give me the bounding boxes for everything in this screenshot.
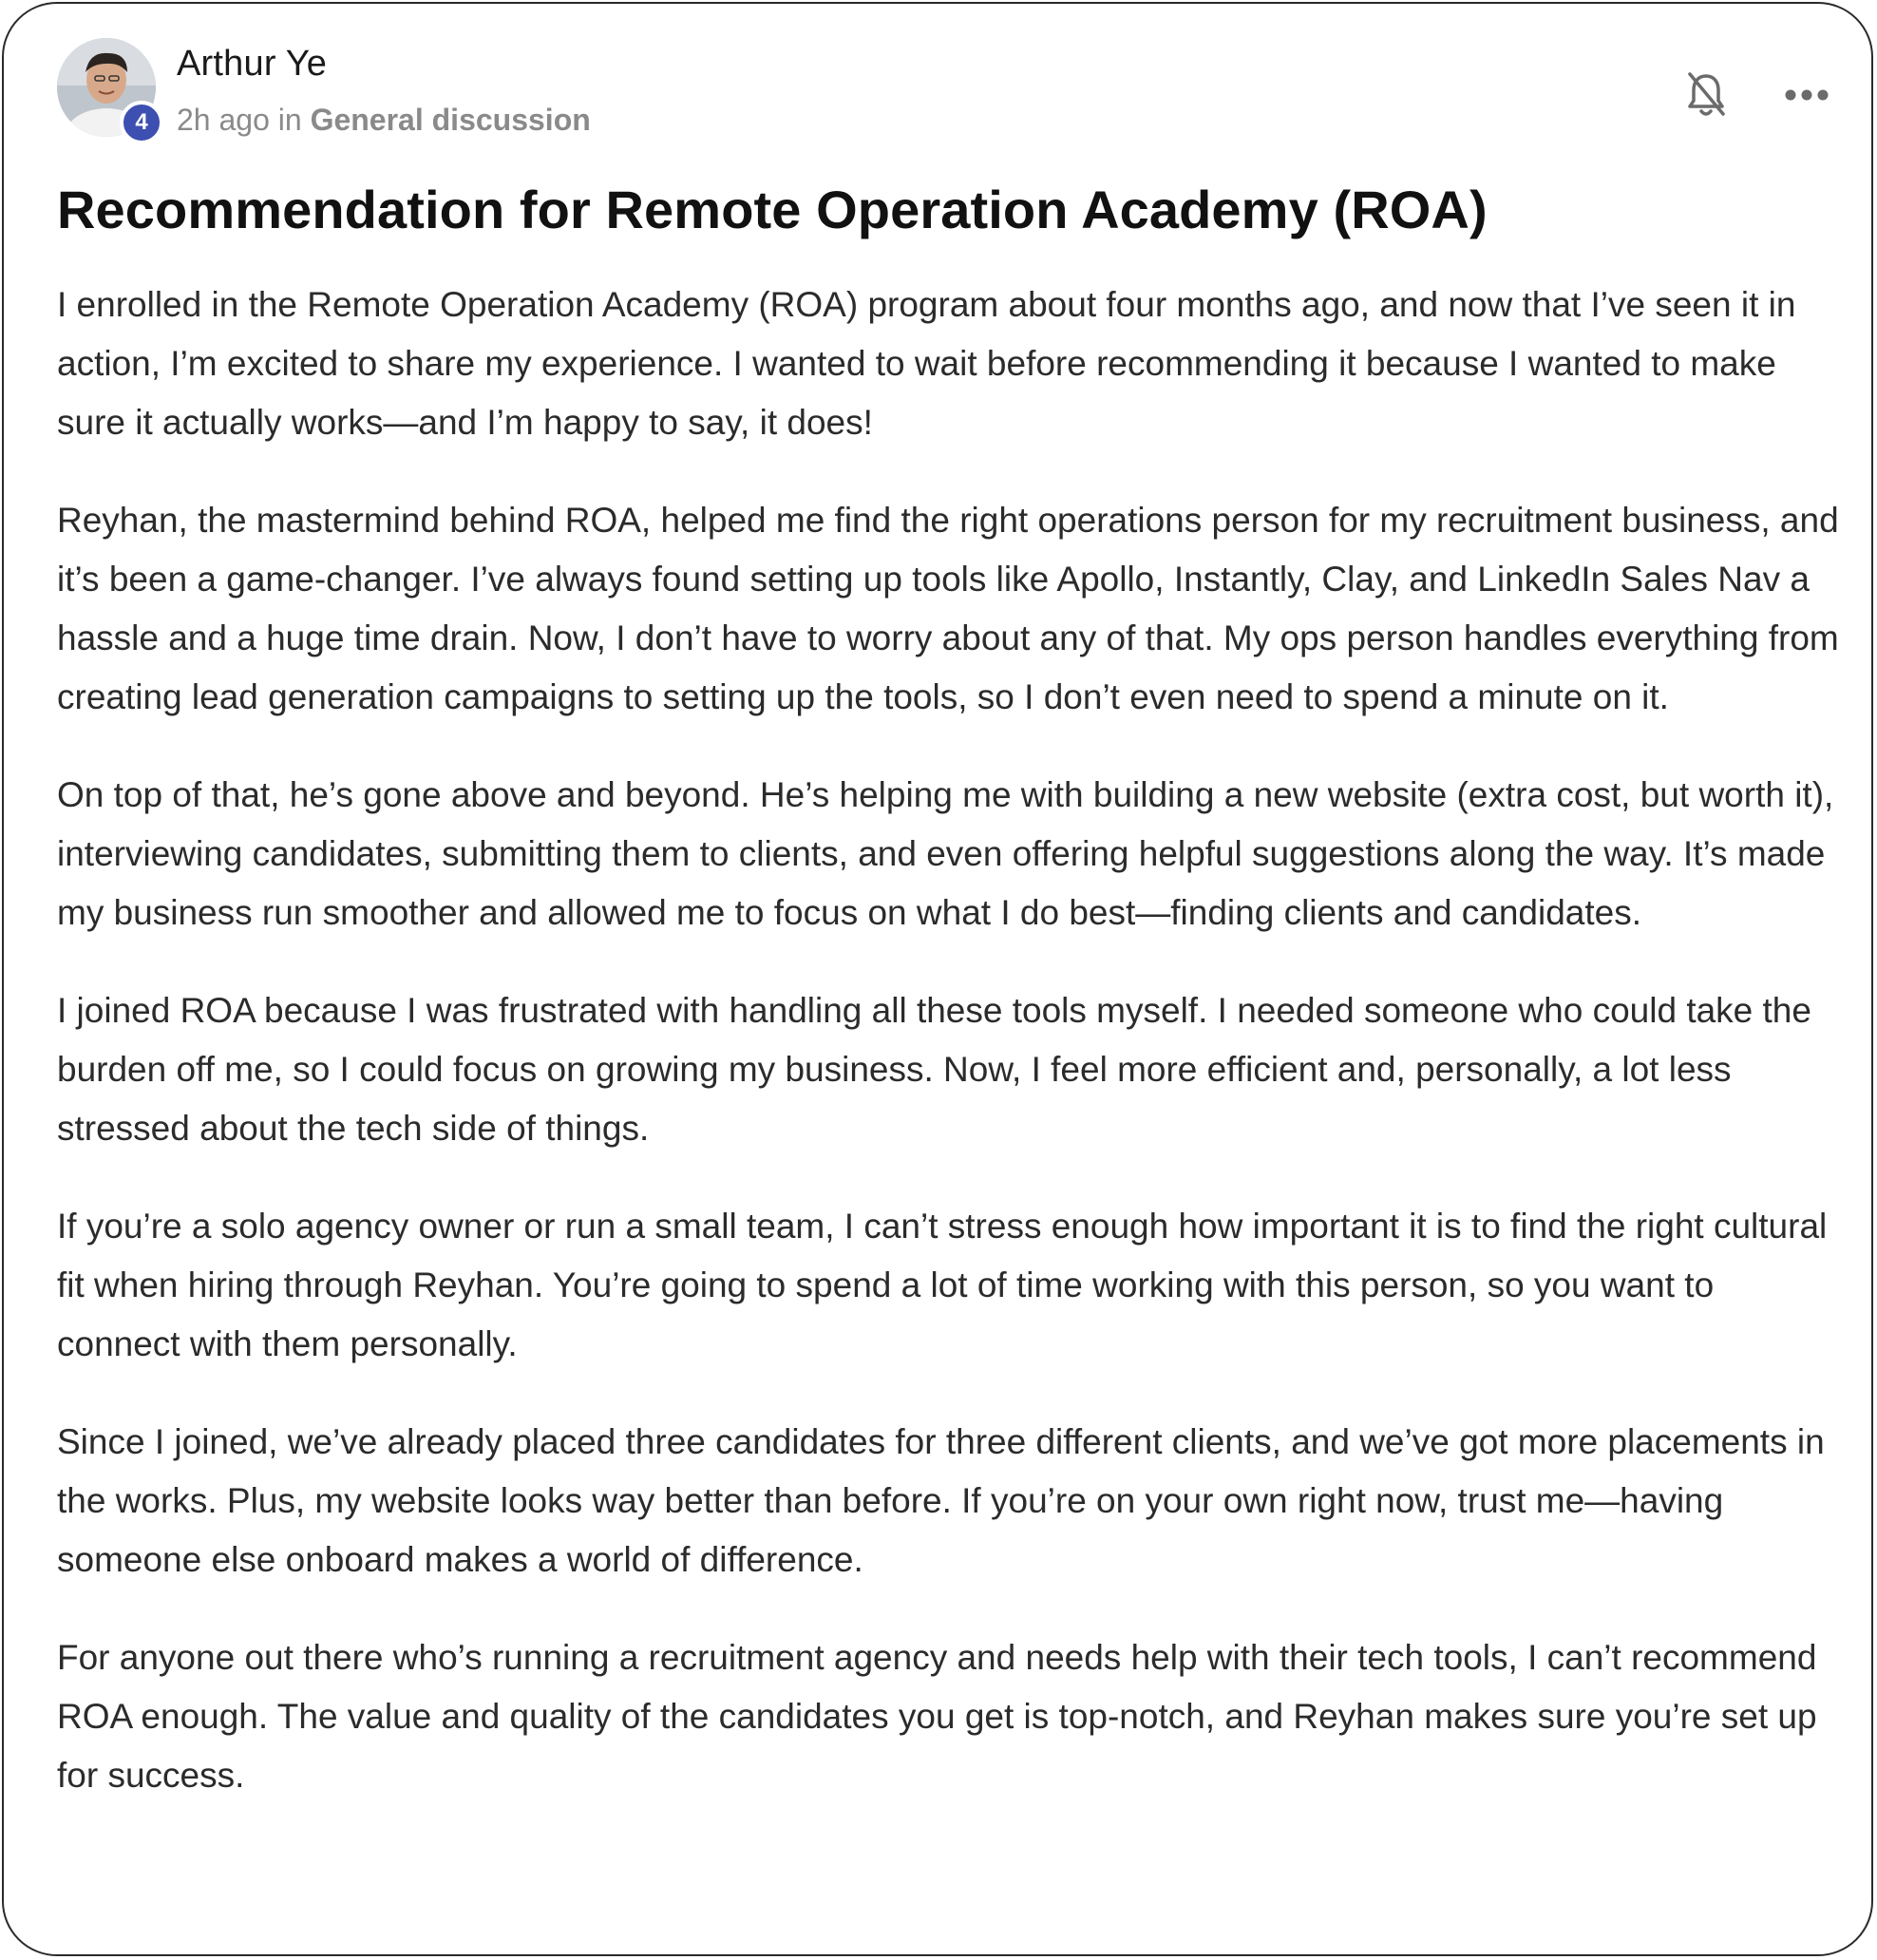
post-card [2, 2, 1873, 1956]
post-meta [177, 103, 591, 138]
post-header [57, 38, 1833, 152]
post-title: Recommendation for Remote Operation Academy (ROA) [57, 180, 1488, 239]
more-horizontal-icon[interactable] [1780, 67, 1833, 124]
post-paragraph: For anyone out there who’s running a recruitment agency and needs help with their tech tools, I can’t recommend ROA enough. The value and quality of the candidates you get is top-notch, and Reyhan makes sure you’re set up for success. [57, 1638, 1817, 1795]
post-paragraph: On top of that, he’s gone above and beyond. He’s helping me with building a new website (extra cost, but worth it), interviewing candidates, submitting them to clients, and even offering helpful suggestions along the way. It’s made my business run smoother and allowed me to focus on what I do best—finding clients and candidates. [57, 775, 1834, 932]
post-paragraph: I joined ROA because I was frustrated with handling all these tools myself. I needed someone who could take the burden off me, so I could focus on growing my business. Now, I feel more efficient and, personally, a lot less stressed about the tech side of things. [57, 991, 1811, 1148]
post-time: 2h ago [177, 103, 270, 137]
post-paragraph: If you’re a solo agency owner or run a small team, I can’t stress enough how important it is to find the right cultural fit when hiring through Reyhan. You’re going to spend a lot of time working with this person, so you want to connect with them personally. [57, 1207, 1828, 1363]
author-name[interactable]: Arthur Ye [177, 44, 328, 84]
meta-in-word: in [277, 103, 302, 137]
post-body [57, 276, 1843, 1844]
post-actions [1679, 67, 1833, 124]
author-avatar[interactable] [57, 38, 160, 141]
post-paragraph: I enrolled in the Remote Operation Academy (ROA) program about four months ago, and now that I’ve seen it in action, I’m excited to share my experience. I wanted to wait before recommending it because I wanted to make sure it actually works—and I’m happy to say, it does! [57, 285, 1796, 442]
bell-off-icon[interactable] [1679, 67, 1733, 124]
level-badge: 4 [120, 101, 163, 144]
post-paragraph: Reyhan, the mastermind behind ROA, helped me find the right operations person for my recruitment business, and it’s been a game-changer. I’ve always found setting up tools like Apollo, Instantly, Clay, and LinkedIn Sales Nav a hassle and a huge time drain. Now, I don’t have to worry about any of that. My ops person handles everything from creating lead generation campaigns to setting up the tools, so I don’t even need to spend a minute on it. [57, 501, 1839, 716]
post-paragraph: Since I joined, we’ve already placed three candidates for three different clients, and we’ve got more placements in the works. Plus, my website looks way better than before. If you’re on your own right now, trust me—having someone else onboard makes a world of difference. [57, 1422, 1825, 1579]
category-link[interactable]: General discussion [310, 103, 591, 137]
